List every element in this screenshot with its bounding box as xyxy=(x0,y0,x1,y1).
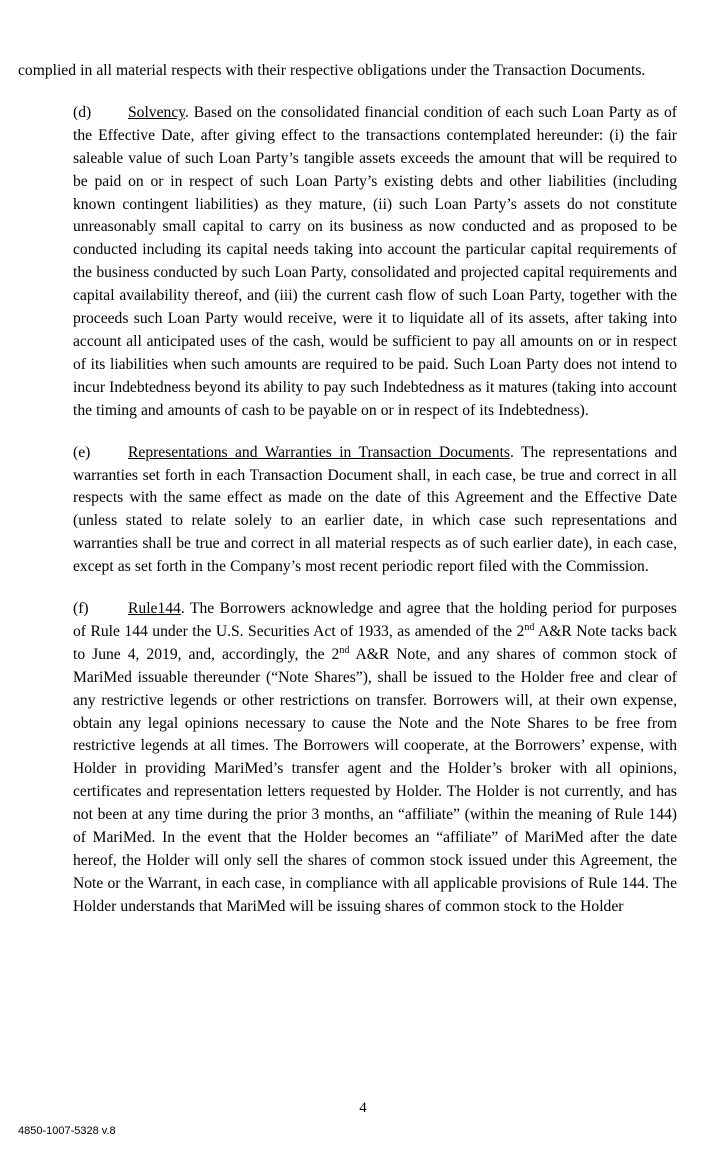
paragraph-spacer xyxy=(18,83,677,102)
section-body: . The representations and warranties set forth in each Transaction Document shall, in each case, be true and correct in all respects with the same effect as made on the date of this Agreement and the Effective Date (unless stated to relate solely to an earlier date, in which case such representations and warranties shall be true and correct in all material respects as of such earlier date), in each case, except as set forth in the Company’s most recent periodic report filed with the Commission. xyxy=(73,443,677,576)
section-f-rule144 xyxy=(18,598,677,919)
section-e-representations xyxy=(18,442,677,579)
section-heading: Solvency xyxy=(128,103,186,121)
document-page xyxy=(18,60,677,919)
paragraph-spacer xyxy=(18,579,677,598)
section-body: . Based on the consolidated financial condition of each such Loan Party as of the Effective Date, after giving effect to the transactions contemplated hereunder: (i) the fair saleable value of such Loan Party’s tangible assets exceeds the amount that will be required to be paid on or in respect of such Loan Party’s existing debts and other liabilities (including known contingent liabilities) as they mature, (ii) such Loan Party’s assets do not constitute unreasonably small capital to carry on its business as now conducted and as proposed to be conducted including its capital needs taking into account the particular capital requirements of the business conducted by such Loan Party, consolidated and projected capital requirements and capital availability thereof, and (iii) the current cash flow of such Loan Party, together with the proceeds such Loan Party would receive, were it to liquidate all of its assets, after taking into account all anticipated uses of the cash, would be sufficient to pay all amounts on or in respect of its liabilities when such amounts are required to be paid. Such Loan Party does not intend to incur Indebtedness beyond its ability to pay such Indebtedness as it matures (taking into account the timing and amounts of cash to be payable on or in respect of its Indebtedness). xyxy=(73,103,677,419)
ordinal-superscript: nd xyxy=(524,621,535,633)
continuation-paragraph: complied in all material respects with their respective obligations under the Transaction Documents. xyxy=(18,62,646,79)
paragraph-spacer xyxy=(18,423,677,442)
section-label: (d) xyxy=(73,103,92,121)
document-id: 4850-1007-5328 v.8 xyxy=(18,1125,116,1137)
page-number: 4 xyxy=(359,1100,367,1116)
section-label: (f) xyxy=(73,600,89,618)
section-d-solvency xyxy=(18,102,677,423)
section-heading: Representations and Warranties in Transaction Documents xyxy=(128,443,510,461)
ordinal-superscript: nd xyxy=(339,644,350,656)
section-heading: Rule144 xyxy=(128,600,181,618)
section-body: . The Borrowers acknowledge and agree that the holding period for purposes of Rule 144 under the U.S. Securities Act of 1933, as amended of the 2 xyxy=(73,600,677,640)
section-label: (e) xyxy=(73,443,91,461)
section-body: A&R Note tacks back to June 4, 2019, and, accordingly, the 2 xyxy=(73,622,677,663)
section-body: A&R Note, and any shares of common stock of MariMed issuable thereunder (“Note Shares”), shall be issued to the Holder free and clear of any restrictive legends or other restrictions on transfer. Borrowers will, at their own expense, obtain any legal opinions necessary to cause the Note and the Note Shares to be free from restrictive legends at all times. The Borrowers will cooperate, at the Borrowers’ expense, with Holder in providing MariMed’s transfer agent and the Holder’s broker with all opinions, certificates and representation letters requested by Holder. The Holder is not currently, and has not been at any time during the prior 3 months, an “affiliate” (within the meaning of Rule 144) of MariMed. In the event that the Holder becomes an “affiliate” of MariMed after the date hereof, the Holder will only sell the shares of common stock issued under this Agreement, the Note or the Warrant, in each case, in compliance with all applicable provisions of Rule 144. The Holder understands that MariMed will be issuing shares of common stock to the Holder xyxy=(73,645,677,915)
